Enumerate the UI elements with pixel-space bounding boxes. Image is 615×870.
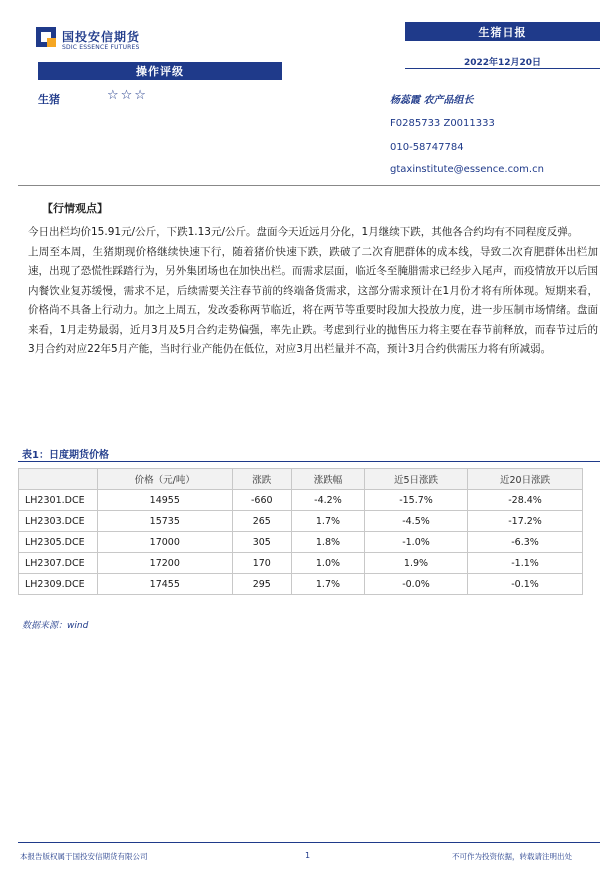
change-20d-cell: -0.1%	[468, 574, 583, 595]
change-cell: -660	[232, 490, 291, 511]
change-pct-cell: 1.7%	[291, 574, 364, 595]
header-cell: 涨跌	[232, 469, 291, 490]
change-20d-cell: -1.1%	[468, 553, 583, 574]
commentary-paragraph-2: 上周至本周，生猪期现价格继续快速下行，随着猪价快速下跌，跌破了二次育肥群体的成本线，导致二次育肥群体出栏加速，出现了恐慌性踩踏行为，另外集团场也在加快出栏。而需求层面，临近冬至腌腊需求已经步入尾声，而疫情放开以后国内餐饮业复苏缓慢，需求不足，后续需要关注春节前的终端备货需求，这部分需求预计在1月份才将有所体现。短期来看，价格尚不具备上行动力。加之上周五，发改委称两节临近，将在两节等重要时段加大投放力度，进一步压制市场情绪。盘面来看，1月走势最弱，近月3月及5月合约走势偏强，率先止跌。考虑到行业的抛售压力将主要在春节前释放，而春节过后的3月合约对应22年5月产能，当时行业产能仍在低位，对应3月出栏量并不高，预计3月合约供需压力将有所减弱。	[28, 245, 598, 355]
change-pct-cell: 1.7%	[291, 511, 364, 532]
futures-price-table	[18, 468, 583, 595]
change-5d-cell: -15.7%	[364, 490, 467, 511]
change-20d-cell: -6.3%	[468, 532, 583, 553]
price-cell: 17200	[98, 553, 233, 574]
analyst-phone: 010-58747784	[390, 142, 464, 153]
commentary-body	[28, 223, 598, 360]
change-cell: 265	[232, 511, 291, 532]
change-cell: 305	[232, 532, 291, 553]
change-5d-cell: -4.5%	[364, 511, 467, 532]
footer-copyright: 本报告版权属于国投安信期货有限公司	[20, 852, 148, 861]
company-name-cn: 国投安信期货	[62, 30, 141, 44]
footer-disclaimer: 不可作为投资依据，转载请注明出处	[452, 852, 572, 861]
change-5d-cell: -0.0%	[364, 574, 467, 595]
header-divider	[18, 185, 600, 186]
company-name-en: SDIC ESSENCE FUTURES	[62, 44, 140, 51]
header-cell: 近5日涨跌	[364, 469, 467, 490]
header-cell	[19, 469, 98, 490]
footer-divider	[18, 842, 600, 843]
report-type-banner: 生猪日报	[405, 22, 600, 41]
contract-code: LH2307.DCE	[19, 553, 98, 574]
header-cell: 近20日涨跌	[468, 469, 583, 490]
contract-code: LH2309.DCE	[19, 574, 98, 595]
change-5d-cell: 1.9%	[364, 553, 467, 574]
analyst-email[interactable]: gtaxinstitute@essence.com.cn	[390, 164, 544, 175]
price-cell: 17000	[98, 532, 233, 553]
change-cell: 170	[232, 553, 291, 574]
change-20d-cell: -17.2%	[468, 511, 583, 532]
change-20d-cell: -28.4%	[468, 490, 583, 511]
price-cell: 14955	[98, 490, 233, 511]
commodity-category: 生猪	[38, 93, 60, 106]
table-title-rule	[18, 461, 600, 462]
commentary-paragraph-1: 今日出栏均价15.91元/公斤，下跌1.13元/公斤。盘面今天近远月分化，1月继续下跌，其他各合约均有不同程度反弹。	[28, 226, 579, 238]
header-cell: 价格（元/吨）	[98, 469, 233, 490]
contract-code: LH2303.DCE	[19, 511, 98, 532]
section-title: 【行情观点】	[42, 202, 108, 215]
price-cell: 17455	[98, 574, 233, 595]
rating-stars-icon: ☆☆☆	[107, 88, 148, 103]
date-underline	[405, 68, 600, 69]
change-pct-cell: 1.0%	[291, 553, 364, 574]
analyst-license: F0285733 Z0011333	[390, 118, 495, 129]
page-number: 1	[305, 851, 311, 860]
report-date: 2022年12月20日	[463, 58, 542, 68]
change-5d-cell: -1.0%	[364, 532, 467, 553]
contract-code: LH2301.DCE	[19, 490, 98, 511]
table-row	[19, 574, 583, 595]
change-pct-cell: -4.2%	[291, 490, 364, 511]
table-row	[19, 511, 583, 532]
analyst-name: 杨蕊霞 农产品组长	[390, 95, 474, 106]
rating-label-bar: 操作评级	[38, 62, 282, 80]
contract-code: LH2305.DCE	[19, 532, 98, 553]
company-logo-icon	[36, 27, 56, 47]
header-cell: 涨跌幅	[291, 469, 364, 490]
table-row	[19, 553, 583, 574]
table-header-row	[19, 469, 583, 490]
price-cell: 15735	[98, 511, 233, 532]
table-title: 表1：日度期货价格	[22, 450, 109, 461]
data-source: 数据来源：wind	[22, 621, 89, 631]
change-cell: 295	[232, 574, 291, 595]
table-row	[19, 490, 583, 511]
table-row	[19, 532, 583, 553]
change-pct-cell: 1.8%	[291, 532, 364, 553]
